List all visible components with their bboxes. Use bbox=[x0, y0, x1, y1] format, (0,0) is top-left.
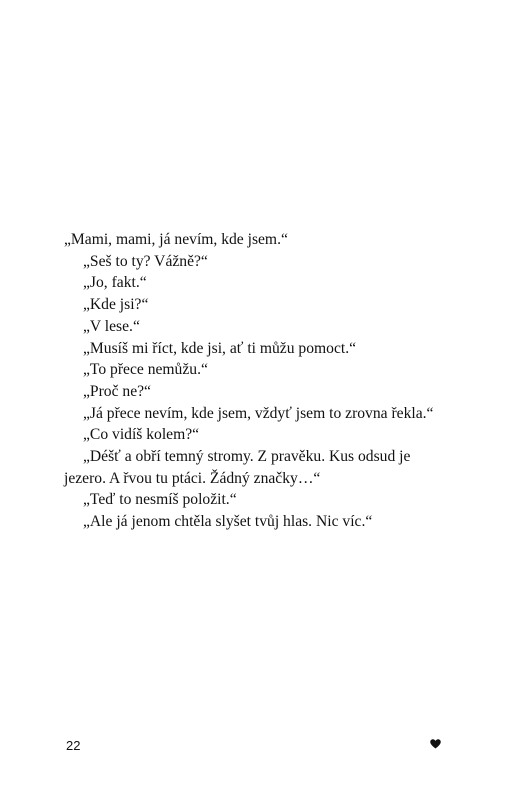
paragraph: „Co vidíš kolem?“ bbox=[83, 426, 200, 444]
paragraph: „Kde jsi?“ bbox=[83, 296, 149, 314]
paragraph: „Déšť a obří temný stromy. Z pravěku. Kus odsud je jezero. A řvou tu ptáci. Žádný značky…“ bbox=[64, 448, 411, 487]
paragraph: „Jo, fakt.“ bbox=[83, 274, 147, 292]
paragraph: „To přece nemůžu.“ bbox=[83, 361, 208, 379]
heart-icon bbox=[430, 739, 441, 749]
page-number: 22 bbox=[66, 738, 81, 753]
paragraph: „Ale já jenom chtěla slyšet tvůj hlas. Nic víc.“ bbox=[83, 513, 373, 531]
paragraph: „Seš to ty? Vážně?“ bbox=[83, 252, 208, 270]
paragraph: „V lese.“ bbox=[83, 317, 140, 335]
paragraph: „Já přece nevím, kde jsem, vždyť jsem to zrovna řekla.“ bbox=[83, 404, 434, 422]
paragraph: „Mami, mami, já nevím, kde jsem.“ bbox=[64, 231, 288, 248]
paragraph: „Proč ne?“ bbox=[83, 382, 151, 400]
paragraph: „Teď to nesmíš položit.“ bbox=[83, 491, 237, 509]
paragraph: „Musíš mi říct, kde jsi, ať ti můžu pomoct.“ bbox=[83, 339, 357, 357]
dialogue-text bbox=[64, 229, 456, 533]
